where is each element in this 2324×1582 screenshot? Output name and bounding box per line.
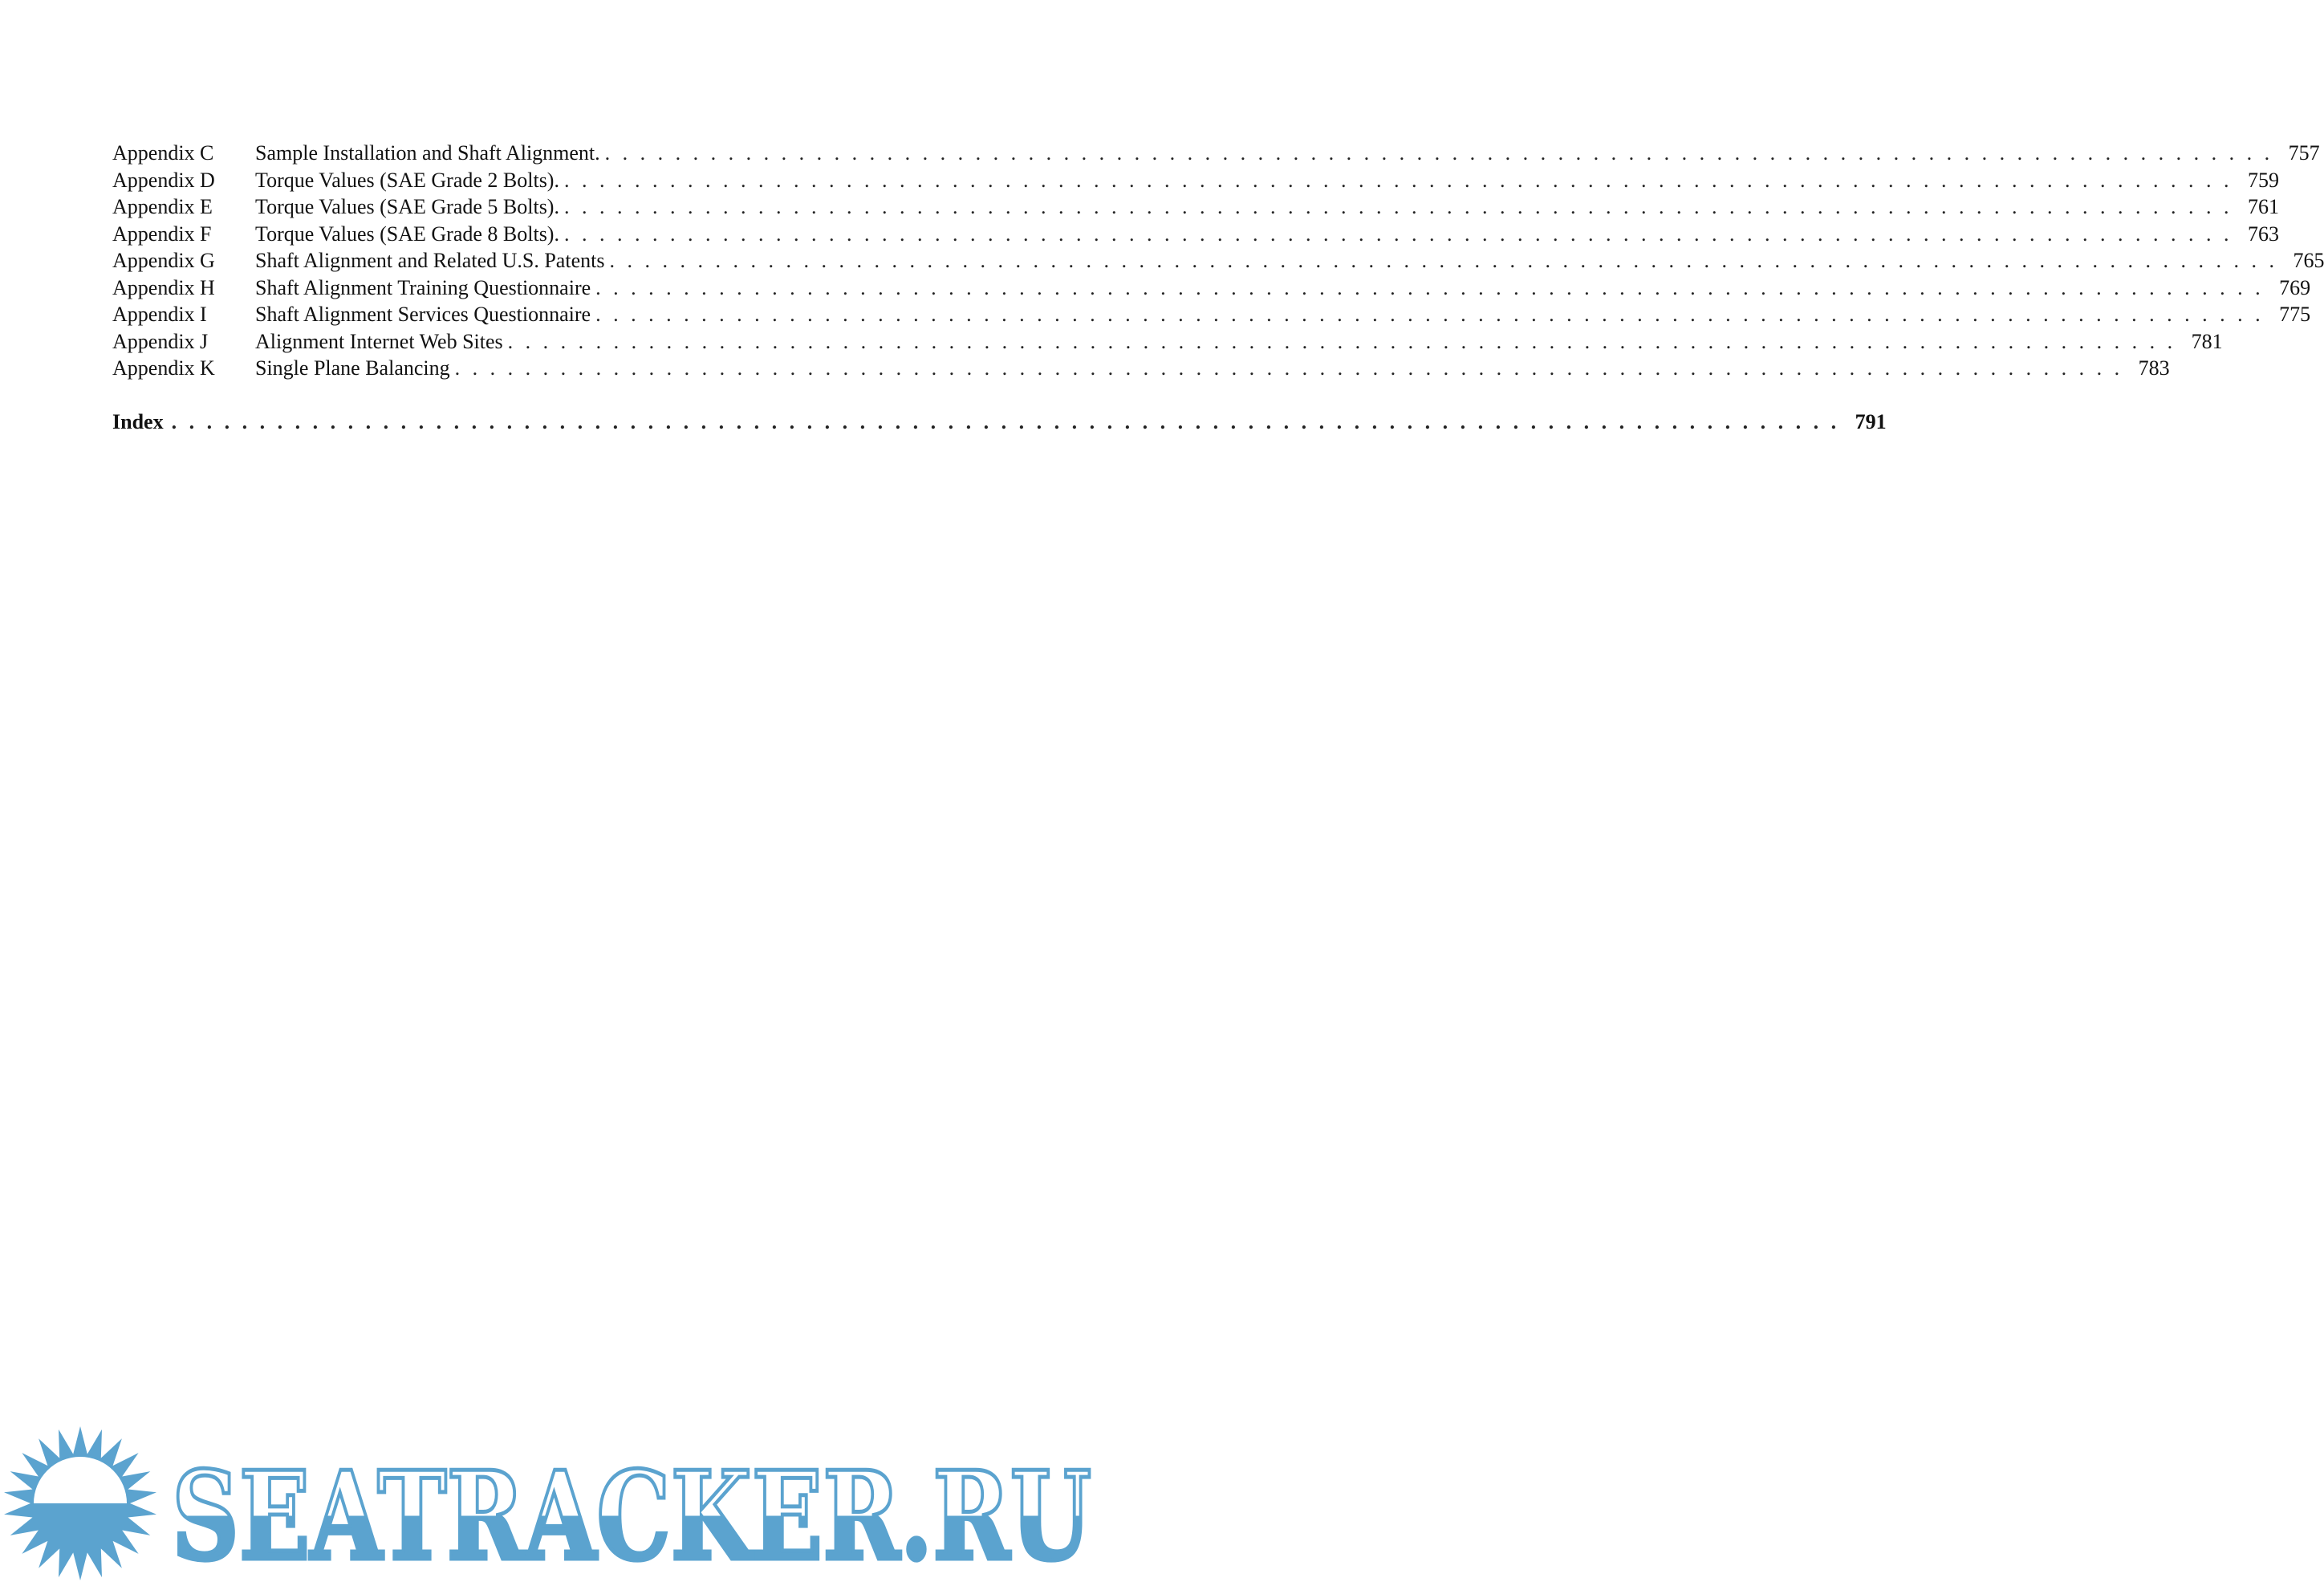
toc-entry-label: Appendix G bbox=[112, 249, 215, 272]
toc-entry-label: Appendix I bbox=[112, 303, 207, 326]
dot-leader bbox=[564, 221, 2233, 248]
toc-entry-page: 775 bbox=[2279, 303, 2311, 326]
toc-entry-appendix-d[interactable] bbox=[112, 167, 2279, 194]
toc-entry-page: 769 bbox=[2279, 275, 2311, 299]
toc-entry-appendix-f[interactable] bbox=[112, 221, 2279, 248]
toc-entry-appendix-i[interactable] bbox=[112, 301, 2311, 328]
toc-entry-title: Torque Values (SAE Grade 5 Bolts). bbox=[255, 195, 559, 218]
toc-entry-page: 765 bbox=[2293, 249, 2324, 272]
toc-entry-page: 783 bbox=[2138, 356, 2170, 380]
toc-entry-page: 757 bbox=[2288, 141, 2320, 165]
toc-entry-label: Appendix J bbox=[112, 329, 209, 353]
seatracker-watermark bbox=[0, 1421, 1100, 1582]
toc-entry-index[interactable] bbox=[112, 409, 1887, 436]
dot-leader bbox=[595, 275, 2264, 302]
toc-entry-label: Appendix E bbox=[112, 195, 213, 218]
toc-entry-label: Appendix D bbox=[112, 168, 215, 192]
toc-entry-appendix-c[interactable] bbox=[112, 140, 2320, 167]
dot-leader bbox=[609, 247, 2277, 275]
table-of-contents bbox=[112, 140, 2324, 435]
sunburst-icon bbox=[4, 1426, 156, 1580]
toc-entry-label: Appendix K bbox=[112, 356, 215, 380]
toc-entry-appendix-j[interactable] bbox=[112, 328, 2223, 356]
toc-entry-title: Shaft Alignment Services Questionnaire bbox=[255, 303, 591, 326]
toc-entry-title: Index bbox=[112, 409, 164, 433]
toc-entry-appendix-e[interactable] bbox=[112, 193, 2279, 221]
toc-entry-title: Torque Values (SAE Grade 2 Bolts). bbox=[255, 168, 559, 192]
toc-entry-title: Shaft Alignment and Related U.S. Patents bbox=[255, 249, 605, 272]
dot-leader bbox=[605, 140, 2273, 167]
toc-entry-page: 781 bbox=[2191, 329, 2223, 353]
toc-entry-title: Torque Values (SAE Grade 8 Bolts). bbox=[255, 222, 559, 246]
toc-entry-label: Appendix H bbox=[112, 275, 215, 299]
dot-leader bbox=[508, 328, 2176, 356]
toc-entry-title: Sample Installation and Shaft Alignment. bbox=[255, 141, 600, 165]
toc-entry-page: 759 bbox=[2247, 168, 2279, 192]
watermark-text: SEATRACKER.RU bbox=[172, 1444, 1091, 1582]
dot-leader bbox=[172, 409, 1840, 436]
dot-leader bbox=[564, 193, 2233, 221]
dot-leader bbox=[564, 167, 2233, 194]
toc-entry-page: 791 bbox=[1855, 409, 1887, 433]
toc-entry-title: Single Plane Balancing bbox=[255, 356, 450, 380]
toc-entry-page: 761 bbox=[2247, 195, 2279, 218]
toc-entry-label: Appendix C bbox=[112, 141, 214, 165]
dot-leader bbox=[595, 301, 2264, 328]
toc-entry-appendix-k[interactable] bbox=[112, 355, 2170, 382]
toc-entry-appendix-g[interactable] bbox=[112, 247, 2324, 275]
toc-entry-title: Alignment Internet Web Sites bbox=[255, 329, 503, 353]
toc-entry-appendix-h[interactable] bbox=[112, 275, 2311, 302]
toc-entry-page: 763 bbox=[2247, 222, 2279, 246]
toc-entry-title: Shaft Alignment Training Questionnaire bbox=[255, 275, 591, 299]
dot-leader bbox=[455, 355, 2123, 382]
toc-entry-label: Appendix F bbox=[112, 222, 212, 246]
